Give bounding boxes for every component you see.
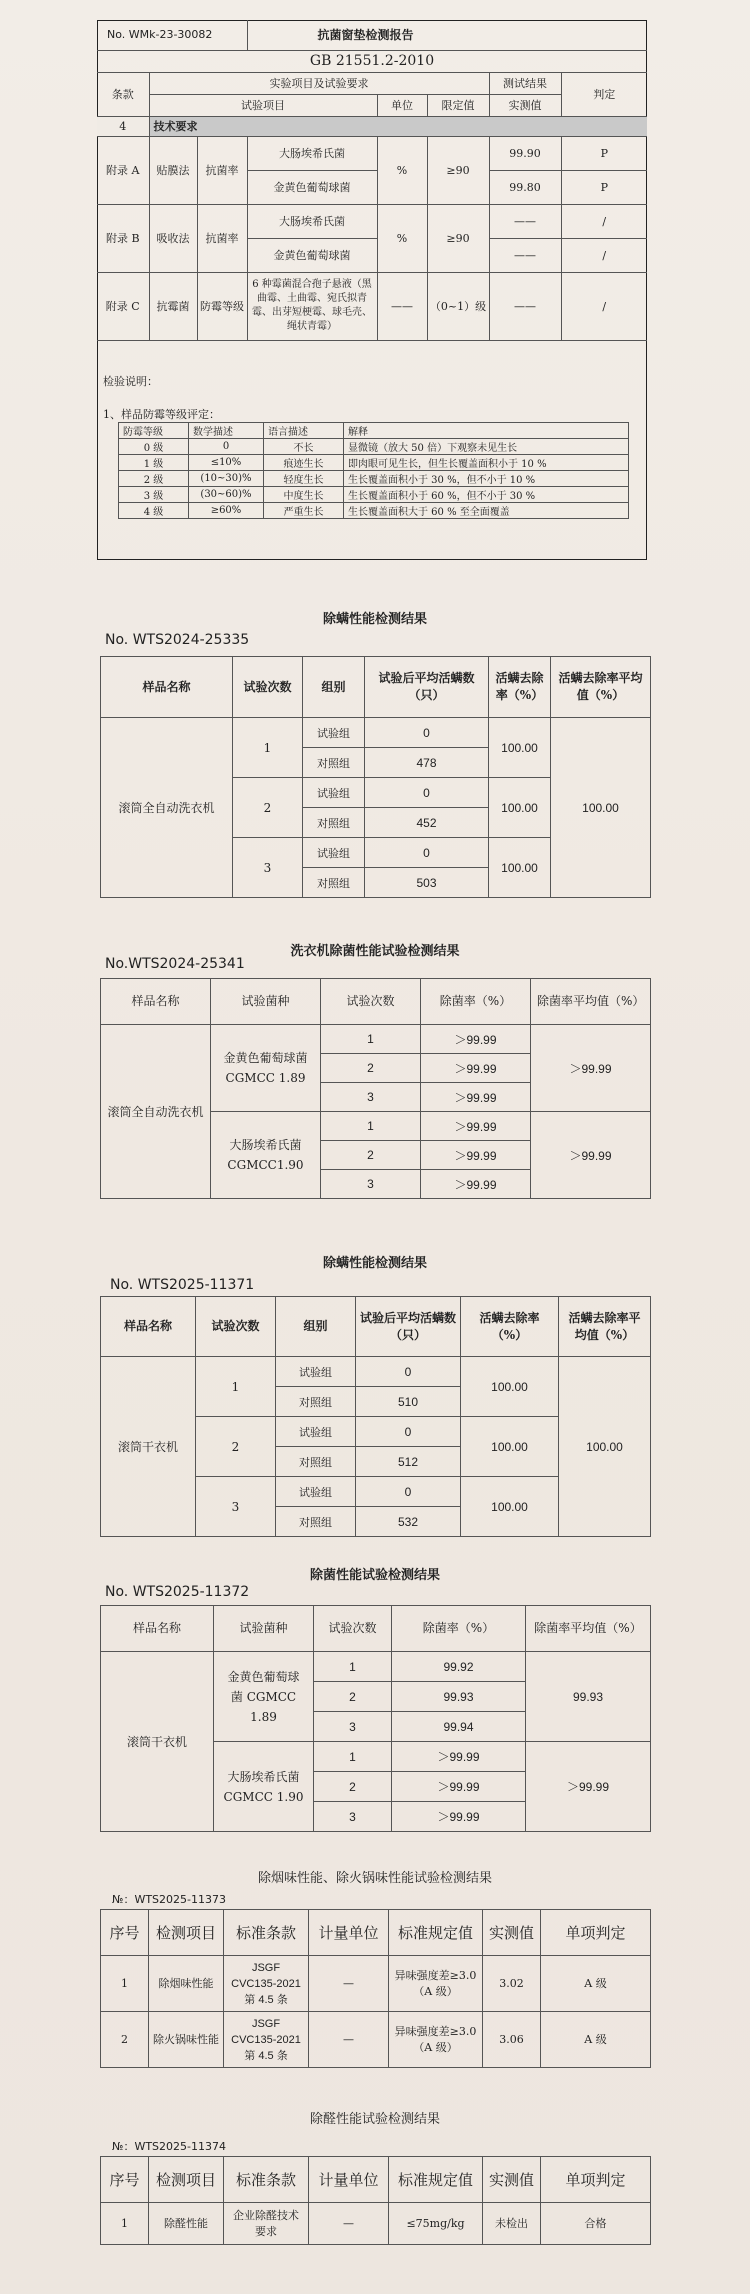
header-cell: 样品名称 xyxy=(101,979,211,1025)
group-label: 对照组 xyxy=(303,748,365,778)
header-row xyxy=(101,1910,651,1956)
mite-count: 452 xyxy=(365,808,489,838)
removal-rate: 100.00 xyxy=(489,778,551,838)
appendix-b-label: 附录 B xyxy=(97,204,149,272)
odor-number: №：WTS2025-11373 xyxy=(112,1893,226,1906)
grade-cell: 0 级 xyxy=(119,439,189,455)
group-label: 对照组 xyxy=(303,868,365,898)
table-row xyxy=(101,1357,651,1387)
sample-name: 滚筒全自动洗衣机 xyxy=(101,1025,211,1199)
table-cell: 1 xyxy=(101,1956,149,2012)
mite1-number: No. WTS2024-25335 xyxy=(105,632,250,648)
bac2-title: 除菌性能试验检测结果 xyxy=(309,1568,440,1583)
mite-count: 478 xyxy=(365,748,489,778)
odor-table xyxy=(100,1909,651,2068)
run-number: 3 xyxy=(321,1170,421,1199)
removal-rate-average: ＞99.99 xyxy=(531,1112,651,1199)
report-frame xyxy=(97,20,647,560)
header-cell: 标准规定值 xyxy=(389,2157,483,2203)
header-row xyxy=(101,1297,651,1357)
appendix-a-bacteria-1: 大肠埃希氏菌 xyxy=(247,136,377,170)
appendix-c-label: 附录 C xyxy=(97,272,149,340)
note-title: 检验说明： xyxy=(103,375,158,388)
appendix-b-unit: % xyxy=(377,204,427,272)
bac2-table xyxy=(100,1605,651,1832)
mite2-number: No. WTS2025-11371 xyxy=(110,1277,255,1293)
report-table xyxy=(97,20,647,341)
group-label: 对照组 xyxy=(303,808,365,838)
bac1-title: 洗衣机除菌性能试验检测结果 xyxy=(290,944,460,959)
header-cell: 样品名称 xyxy=(101,1297,196,1357)
appendix-a-judge-2: P xyxy=(561,170,647,204)
header-items-requirements: 实验项目及试验要求 xyxy=(149,72,489,94)
header-measured: 实测值 xyxy=(489,94,561,116)
report-number: No. WMk-23-30082 xyxy=(97,20,247,50)
header-test-item: 试验项目 xyxy=(149,94,377,116)
mite1-table xyxy=(100,656,651,898)
run-number: 1 xyxy=(314,1742,392,1772)
mite-count: 0 xyxy=(356,1477,461,1507)
grade-cell: (10~30)% xyxy=(189,471,264,487)
header-cell: 试验后平均活螨数（只） xyxy=(356,1297,461,1357)
removal-rate: 99.94 xyxy=(392,1712,526,1742)
removal-rate: 99.92 xyxy=(392,1652,526,1682)
header-cell: 序号 xyxy=(101,2157,149,2203)
table-cell: JSGF CVC135-2021 第 4.5 条 xyxy=(224,1956,309,2012)
appendix-c-limit: （0~1）级 xyxy=(427,272,489,340)
run-number: 3 xyxy=(196,1477,276,1537)
group-label: 对照组 xyxy=(276,1507,356,1537)
grade-cell: 1 级 xyxy=(119,455,189,471)
header-cell: 活螨去除率（%） xyxy=(489,657,551,718)
appendix-b-property: 抗菌率 xyxy=(197,204,247,272)
grade-table xyxy=(118,422,629,519)
header-cell: 单项判定 xyxy=(541,1910,651,1956)
mite-count: 512 xyxy=(356,1447,461,1477)
standard-code: GB 21551.2-2010 xyxy=(97,50,647,72)
group-label: 试验组 xyxy=(303,778,365,808)
grade-cell: ≤10% xyxy=(189,455,264,471)
header-cell: 试验次数 xyxy=(314,1606,392,1652)
header-test-result: 测试结果 xyxy=(489,72,561,94)
group-label: 试验组 xyxy=(303,718,365,748)
removal-rate: 100.00 xyxy=(461,1417,559,1477)
appendix-b-judge-1: / xyxy=(561,204,647,238)
appendix-c-method: 抗霉菌 xyxy=(149,272,197,340)
appendix-b-method: 吸收法 xyxy=(149,204,197,272)
grade-cell: 生长覆盖面积小于 30 %，但不小于 10 % xyxy=(344,471,629,487)
grade-cell: 痕迹生长 xyxy=(264,455,344,471)
grade-cell: 4 级 xyxy=(119,503,189,519)
appendix-b-bacteria-1: 大肠埃希氏菌 xyxy=(247,204,377,238)
run-number: 2 xyxy=(196,1417,276,1477)
grade-header-cell: 数学描述 xyxy=(189,423,264,439)
table-cell: A 级 xyxy=(541,2012,651,2068)
mite-count: 0 xyxy=(365,778,489,808)
removal-rate-average: 99.93 xyxy=(526,1652,651,1742)
run-number: 2 xyxy=(314,1682,392,1712)
group-label: 对照组 xyxy=(276,1387,356,1417)
header-cell: 试验菌种 xyxy=(214,1606,314,1652)
removal-rate: ＞99.99 xyxy=(421,1025,531,1054)
header-cell: 除菌率平均值（%） xyxy=(531,979,651,1025)
appendix-b-limit: ≥90 xyxy=(427,204,489,272)
header-row xyxy=(101,2157,651,2203)
grade-row xyxy=(119,439,629,455)
run-number: 3 xyxy=(233,838,303,898)
table-cell: 除火锅味性能 xyxy=(149,2012,224,2068)
run-number: 1 xyxy=(321,1025,421,1054)
header-cell: 试验次数 xyxy=(233,657,303,718)
bac2-number: No. WTS2025-11372 xyxy=(105,1584,250,1600)
header-cell: 标准规定值 xyxy=(389,1910,483,1956)
removal-rate-average: 100.00 xyxy=(551,718,651,898)
table-cell: 2 xyxy=(101,2012,149,2068)
run-number: 3 xyxy=(314,1712,392,1742)
removal-rate: 100.00 xyxy=(461,1477,559,1537)
table-cell: 异味强度差≥3.0（A 级） xyxy=(389,2012,483,2068)
note-item-1: 1、样品防霉等级评定： xyxy=(103,408,220,421)
appendix-b-value-1: —— xyxy=(489,204,561,238)
removal-rate: ＞99.99 xyxy=(421,1083,531,1112)
removal-rate-average: ＞99.99 xyxy=(531,1025,651,1112)
grade-cell: ≥60% xyxy=(189,503,264,519)
removal-rate-average: ＞99.99 xyxy=(526,1742,651,1832)
header-row xyxy=(101,979,651,1025)
odor-title: 除烟味性能、除火锅味性能试验检测结果 xyxy=(257,1871,492,1886)
header-clause: 条款 xyxy=(97,72,149,116)
header-judgement: 判定 xyxy=(561,72,647,116)
row4-number: 4 xyxy=(97,116,149,136)
header-cell: 样品名称 xyxy=(101,1606,214,1652)
appendix-c-unit: —— xyxy=(377,272,427,340)
removal-rate: ＞99.99 xyxy=(392,1802,526,1832)
grade-cell: 显微镜（放大 50 倍）下观察未见生长 xyxy=(344,439,629,455)
header-cell: 计量单位 xyxy=(309,2157,389,2203)
appendix-c-judge: / xyxy=(561,272,647,340)
antibacterial-report xyxy=(0,20,750,565)
run-number: 1 xyxy=(321,1112,421,1141)
run-number: 2 xyxy=(321,1054,421,1083)
strain-name: 金黄色葡萄球菌 CGMCC 1.89 xyxy=(211,1025,321,1112)
table-row xyxy=(101,1025,651,1054)
report-title: 抗菌窗垫检测报告 xyxy=(247,20,647,50)
appendix-c-value: —— xyxy=(489,272,561,340)
appendix-b-bacteria-2: 金黄色葡萄球菌 xyxy=(247,238,377,272)
appendix-c-property: 防霉等级 xyxy=(197,272,247,340)
mite-count: 0 xyxy=(356,1417,461,1447)
grade-header-cell: 解释 xyxy=(344,423,629,439)
appendix-a-unit: % xyxy=(377,136,427,204)
removal-rate: 100.00 xyxy=(461,1357,559,1417)
mite2-table xyxy=(100,1296,651,1537)
hcho-number: №：WTS2025-11374 xyxy=(112,2140,226,2153)
run-number: 3 xyxy=(314,1802,392,1832)
header-cell: 检测项目 xyxy=(149,1910,224,1956)
removal-rate: 99.93 xyxy=(392,1682,526,1712)
table-cell: A 级 xyxy=(541,1956,651,2012)
table-cell: 企业除醛技术要求 xyxy=(224,2203,309,2245)
header-cell: 标准条款 xyxy=(224,1910,309,1956)
table-row xyxy=(101,2012,651,2068)
grade-cell: 严重生长 xyxy=(264,503,344,519)
table-cell: 3.06 xyxy=(483,2012,541,2068)
header-cell: 活螨去除率（%） xyxy=(461,1297,559,1357)
appendix-a-value-2: 99.80 xyxy=(489,170,561,204)
header-cell: 实测值 xyxy=(483,2157,541,2203)
grade-cell: 3 级 xyxy=(119,487,189,503)
table-cell: 未检出 xyxy=(483,2203,541,2245)
header-cell: 组别 xyxy=(276,1297,356,1357)
run-number: 2 xyxy=(233,778,303,838)
header-cell: 除菌率（%） xyxy=(392,1606,526,1652)
mite-count: 0 xyxy=(356,1357,461,1387)
table-cell: 3.02 xyxy=(483,1956,541,2012)
bac1-table xyxy=(100,978,651,1199)
group-label: 试验组 xyxy=(303,838,365,868)
row4-label: 技术要求 xyxy=(149,116,647,136)
header-cell: 除菌率平均值（%） xyxy=(526,1606,651,1652)
group-label: 试验组 xyxy=(276,1477,356,1507)
grade-row xyxy=(119,503,629,519)
grade-row xyxy=(119,471,629,487)
removal-rate: 100.00 xyxy=(489,718,551,778)
grade-cell: (30~60)% xyxy=(189,487,264,503)
appendix-a-label: 附录 A xyxy=(97,136,149,204)
header-cell: 样品名称 xyxy=(101,657,233,718)
header-cell: 活螨去除率平均值（%） xyxy=(551,657,651,718)
mite-count: 510 xyxy=(356,1387,461,1417)
table-row xyxy=(101,1956,651,2012)
appendix-b-judge-2: / xyxy=(561,238,647,272)
removal-rate: ＞99.99 xyxy=(421,1112,531,1141)
table-cell: JSGF CVC135-2021 第 4.5 条 xyxy=(224,2012,309,2068)
table-row xyxy=(101,718,651,748)
grade-cell: 生长覆盖面积大于 60 % 至全面覆盖 xyxy=(344,503,629,519)
appendix-a-bacteria-2: 金黄色葡萄球菌 xyxy=(247,170,377,204)
removal-rate-average: 100.00 xyxy=(559,1357,651,1537)
table-cell: — xyxy=(309,2203,389,2245)
appendix-c-description: 6 种霉菌混合孢子悬液（黑曲霉、土曲霉、宛氏拟青霉、出芽短梗霉、球毛壳、绳状青霉） xyxy=(247,272,377,340)
bac1-number: No.WTS2024-25341 xyxy=(105,956,245,972)
header-cell: 序号 xyxy=(101,1910,149,1956)
hcho-title: 除醛性能试验检测结果 xyxy=(309,2112,440,2127)
mite1-title: 除螨性能检测结果 xyxy=(322,612,427,627)
removal-rate: ＞99.99 xyxy=(392,1742,526,1772)
table-row xyxy=(101,1652,651,1682)
header-cell: 试验后平均活螨数（只） xyxy=(365,657,489,718)
table-row xyxy=(101,2203,651,2245)
grade-cell: 生长覆盖面积小于 60 %，但不小于 30 % xyxy=(344,487,629,503)
appendix-a-method: 贴膜法 xyxy=(149,136,197,204)
header-cell: 实测值 xyxy=(483,1910,541,1956)
mite-count: 0 xyxy=(365,718,489,748)
strain-name: 金黄色葡萄球菌 CGMCC 1.89 xyxy=(214,1652,314,1742)
header-cell: 试验次数 xyxy=(196,1297,276,1357)
appendix-a-limit: ≥90 xyxy=(427,136,489,204)
grade-header-cell: 语言描述 xyxy=(264,423,344,439)
table-cell: 合格 xyxy=(541,2203,651,2245)
header-unit: 单位 xyxy=(377,94,427,116)
appendix-a-judge-1: P xyxy=(561,136,647,170)
header-cell: 组别 xyxy=(303,657,365,718)
run-number: 1 xyxy=(314,1652,392,1682)
header-row xyxy=(101,657,651,718)
run-number: 1 xyxy=(233,718,303,778)
group-label: 试验组 xyxy=(276,1417,356,1447)
table-cell: 异味强度差≥3.0（A 级） xyxy=(389,1956,483,2012)
strain-name: 大肠埃希氏菌 CGMCC 1.90 xyxy=(214,1742,314,1832)
header-cell: 计量单位 xyxy=(309,1910,389,1956)
removal-rate: ＞99.99 xyxy=(421,1054,531,1083)
table-cell: — xyxy=(309,1956,389,2012)
run-number: 3 xyxy=(321,1083,421,1112)
mite2-title: 除螨性能检测结果 xyxy=(322,1256,427,1271)
table-cell: 除烟味性能 xyxy=(149,1956,224,2012)
appendix-a-property: 抗菌率 xyxy=(197,136,247,204)
strain-name: 大肠埃希氏菌 CGMCC1.90 xyxy=(211,1112,321,1199)
run-number: 1 xyxy=(196,1357,276,1417)
header-cell: 单项判定 xyxy=(541,2157,651,2203)
header-cell: 标准条款 xyxy=(224,2157,309,2203)
removal-rate: ＞99.99 xyxy=(421,1141,531,1170)
group-label: 试验组 xyxy=(276,1357,356,1387)
removal-rate: ＞99.99 xyxy=(392,1772,526,1802)
header-limit: 限定值 xyxy=(427,94,489,116)
table-cell: ≤75mg/kg xyxy=(389,2203,483,2245)
run-number: 2 xyxy=(314,1772,392,1802)
grade-cell: 不长 xyxy=(264,439,344,455)
mite-count: 0 xyxy=(365,838,489,868)
sample-name: 滚筒全自动洗衣机 xyxy=(101,718,233,898)
appendix-b-value-2: —— xyxy=(489,238,561,272)
group-label: 对照组 xyxy=(276,1447,356,1477)
sample-name: 滚筒干衣机 xyxy=(101,1357,196,1537)
grade-header-cell: 防霉等级 xyxy=(119,423,189,439)
mite-count: 503 xyxy=(365,868,489,898)
appendix-a-value-1: 99.90 xyxy=(489,136,561,170)
header-cell: 试验次数 xyxy=(321,979,421,1025)
grade-cell: 即肉眼可见生长，但生长覆盖面积小于 10 % xyxy=(344,455,629,471)
table-cell: 除醛性能 xyxy=(149,2203,224,2245)
grade-header-row xyxy=(119,423,629,439)
hcho-table xyxy=(100,2156,651,2245)
table-cell: 1 xyxy=(101,2203,149,2245)
removal-rate: ＞99.99 xyxy=(421,1170,531,1199)
header-cell: 除菌率（%） xyxy=(421,979,531,1025)
grade-cell: 0 xyxy=(189,439,264,455)
header-cell: 活螨去除率平均值（%） xyxy=(559,1297,651,1357)
mite-count: 532 xyxy=(356,1507,461,1537)
header-row xyxy=(101,1606,651,1652)
header-cell: 试验菌种 xyxy=(211,979,321,1025)
removal-rate: 100.00 xyxy=(489,838,551,898)
sample-name: 滚筒干衣机 xyxy=(101,1652,214,1832)
grade-row xyxy=(119,487,629,503)
grade-row xyxy=(119,455,629,471)
grade-cell: 轻度生长 xyxy=(264,471,344,487)
grade-cell: 2 级 xyxy=(119,471,189,487)
run-number: 2 xyxy=(321,1141,421,1170)
table-cell: — xyxy=(309,2012,389,2068)
grade-cell: 中度生长 xyxy=(264,487,344,503)
header-cell: 检测项目 xyxy=(149,2157,224,2203)
